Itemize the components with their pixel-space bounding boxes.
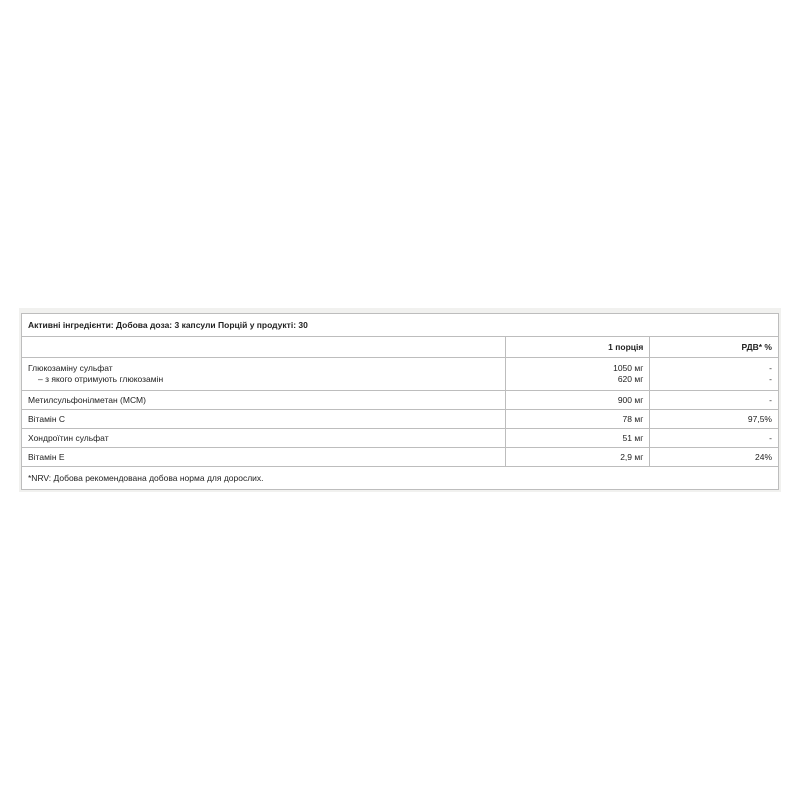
table-title: Активні інгредієнти: Добова доза: 3 капсули Порцій у продукті: 30 <box>22 314 779 337</box>
ingredient-name: Метилсульфонілметан (МСМ) <box>22 391 506 410</box>
ingredient-dose: 78 мг <box>505 410 650 429</box>
ingredient-dose: 900 мг <box>505 391 650 410</box>
table-header-row <box>22 337 779 358</box>
table-footnote-row <box>22 467 779 490</box>
ingredient-nrv <box>650 358 779 391</box>
ingredient-name: Хондроїтин сульфат <box>22 429 506 448</box>
header-ingredient <box>22 337 506 358</box>
ingredient-nrv: - <box>650 391 779 410</box>
table-row <box>22 429 779 448</box>
table-footnote: *NRV: Добова рекомендована добова норма для дорослих. <box>22 467 779 490</box>
ingredient-dose <box>505 358 650 391</box>
ingredient-name: Вітамін С <box>22 410 506 429</box>
table-title-row <box>22 314 779 337</box>
dose-subvalue: 620 мг <box>617 374 644 384</box>
nutrition-facts-table <box>21 313 779 490</box>
ingredient-label: Глюкозаміну сульфат <box>28 363 113 373</box>
nrv-value: - <box>769 363 772 373</box>
ingredient-name: Вітамін Е <box>22 448 506 467</box>
ingredient-sublabel: – з якого отримують глюкозамін <box>38 374 164 384</box>
header-nrv: РДВ* % <box>650 337 779 358</box>
table-row <box>22 448 779 467</box>
dose-value: 1050 мг <box>613 363 644 373</box>
ingredient-dose: 51 мг <box>505 429 650 448</box>
table-row <box>22 391 779 410</box>
ingredient-dose: 2,9 мг <box>505 448 650 467</box>
ingredient-name <box>22 358 506 391</box>
table-row <box>22 358 779 391</box>
table-row <box>22 410 779 429</box>
ingredient-nrv: 97,5% <box>650 410 779 429</box>
ingredient-nrv: - <box>650 429 779 448</box>
nrv-subvalue: - <box>769 374 772 384</box>
ingredient-nrv: 24% <box>650 448 779 467</box>
header-serving: 1 порція <box>505 337 650 358</box>
